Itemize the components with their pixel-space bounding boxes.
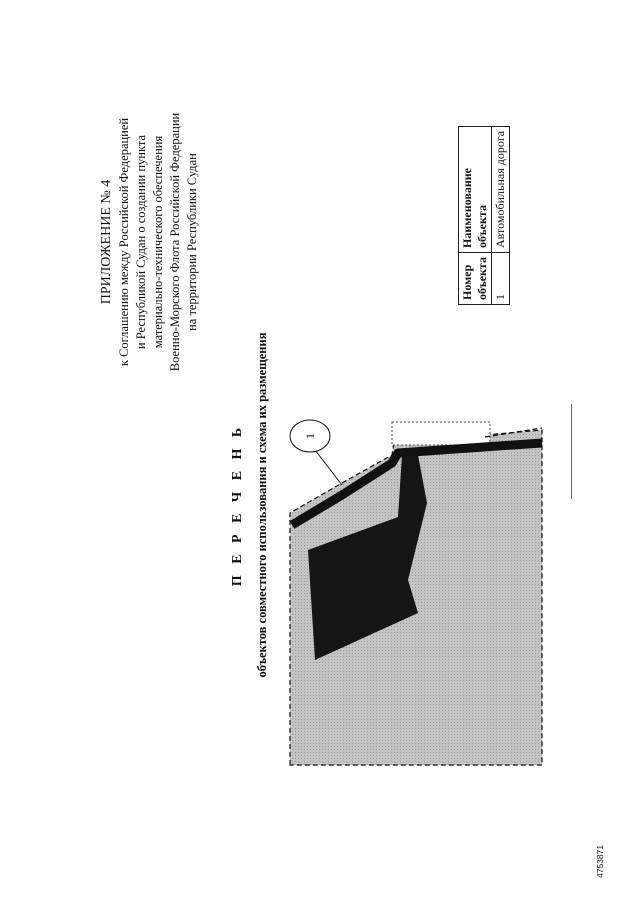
appendix-line-3: материально-технического обеспечения (151, 135, 165, 349)
site-scheme-map (280, 395, 545, 770)
appendix-line-4: Военно-Морского Флота Российской Федерации (168, 112, 182, 372)
legend-cell-name: Автомобильная дорога (492, 126, 510, 252)
legend-row (492, 126, 510, 304)
callout-leader (315, 450, 342, 485)
title-main: П Е Р Е Ч Е Н Ь (230, 423, 245, 587)
title-subtitle: объектов совместного использования и схема их размещения (255, 332, 269, 678)
legend-cell-number: 1 (492, 253, 510, 305)
appendix-number: ПРИЛОЖЕНИЕ № 4 (99, 179, 114, 305)
annex-outline (392, 422, 490, 445)
appendix-line-2: и Республикой Судан о создании пункта (134, 134, 148, 350)
appendix-line-5: на территории Республики Судан (185, 153, 199, 331)
document-title (228, 320, 270, 690)
legend-table (458, 126, 510, 305)
callout-label: 1 (303, 433, 317, 439)
legend-header-row (459, 126, 492, 304)
document-id: 4753871 (595, 844, 605, 878)
legend-header-number: Номер объекта (459, 253, 492, 305)
appendix-header (98, 32, 201, 452)
map-divider-line (571, 404, 572, 499)
legend-header-name: Наименование объекта (459, 126, 492, 252)
appendix-line-1: к Соглашению между Российской Федерацией (117, 117, 131, 367)
legend (458, 126, 510, 305)
